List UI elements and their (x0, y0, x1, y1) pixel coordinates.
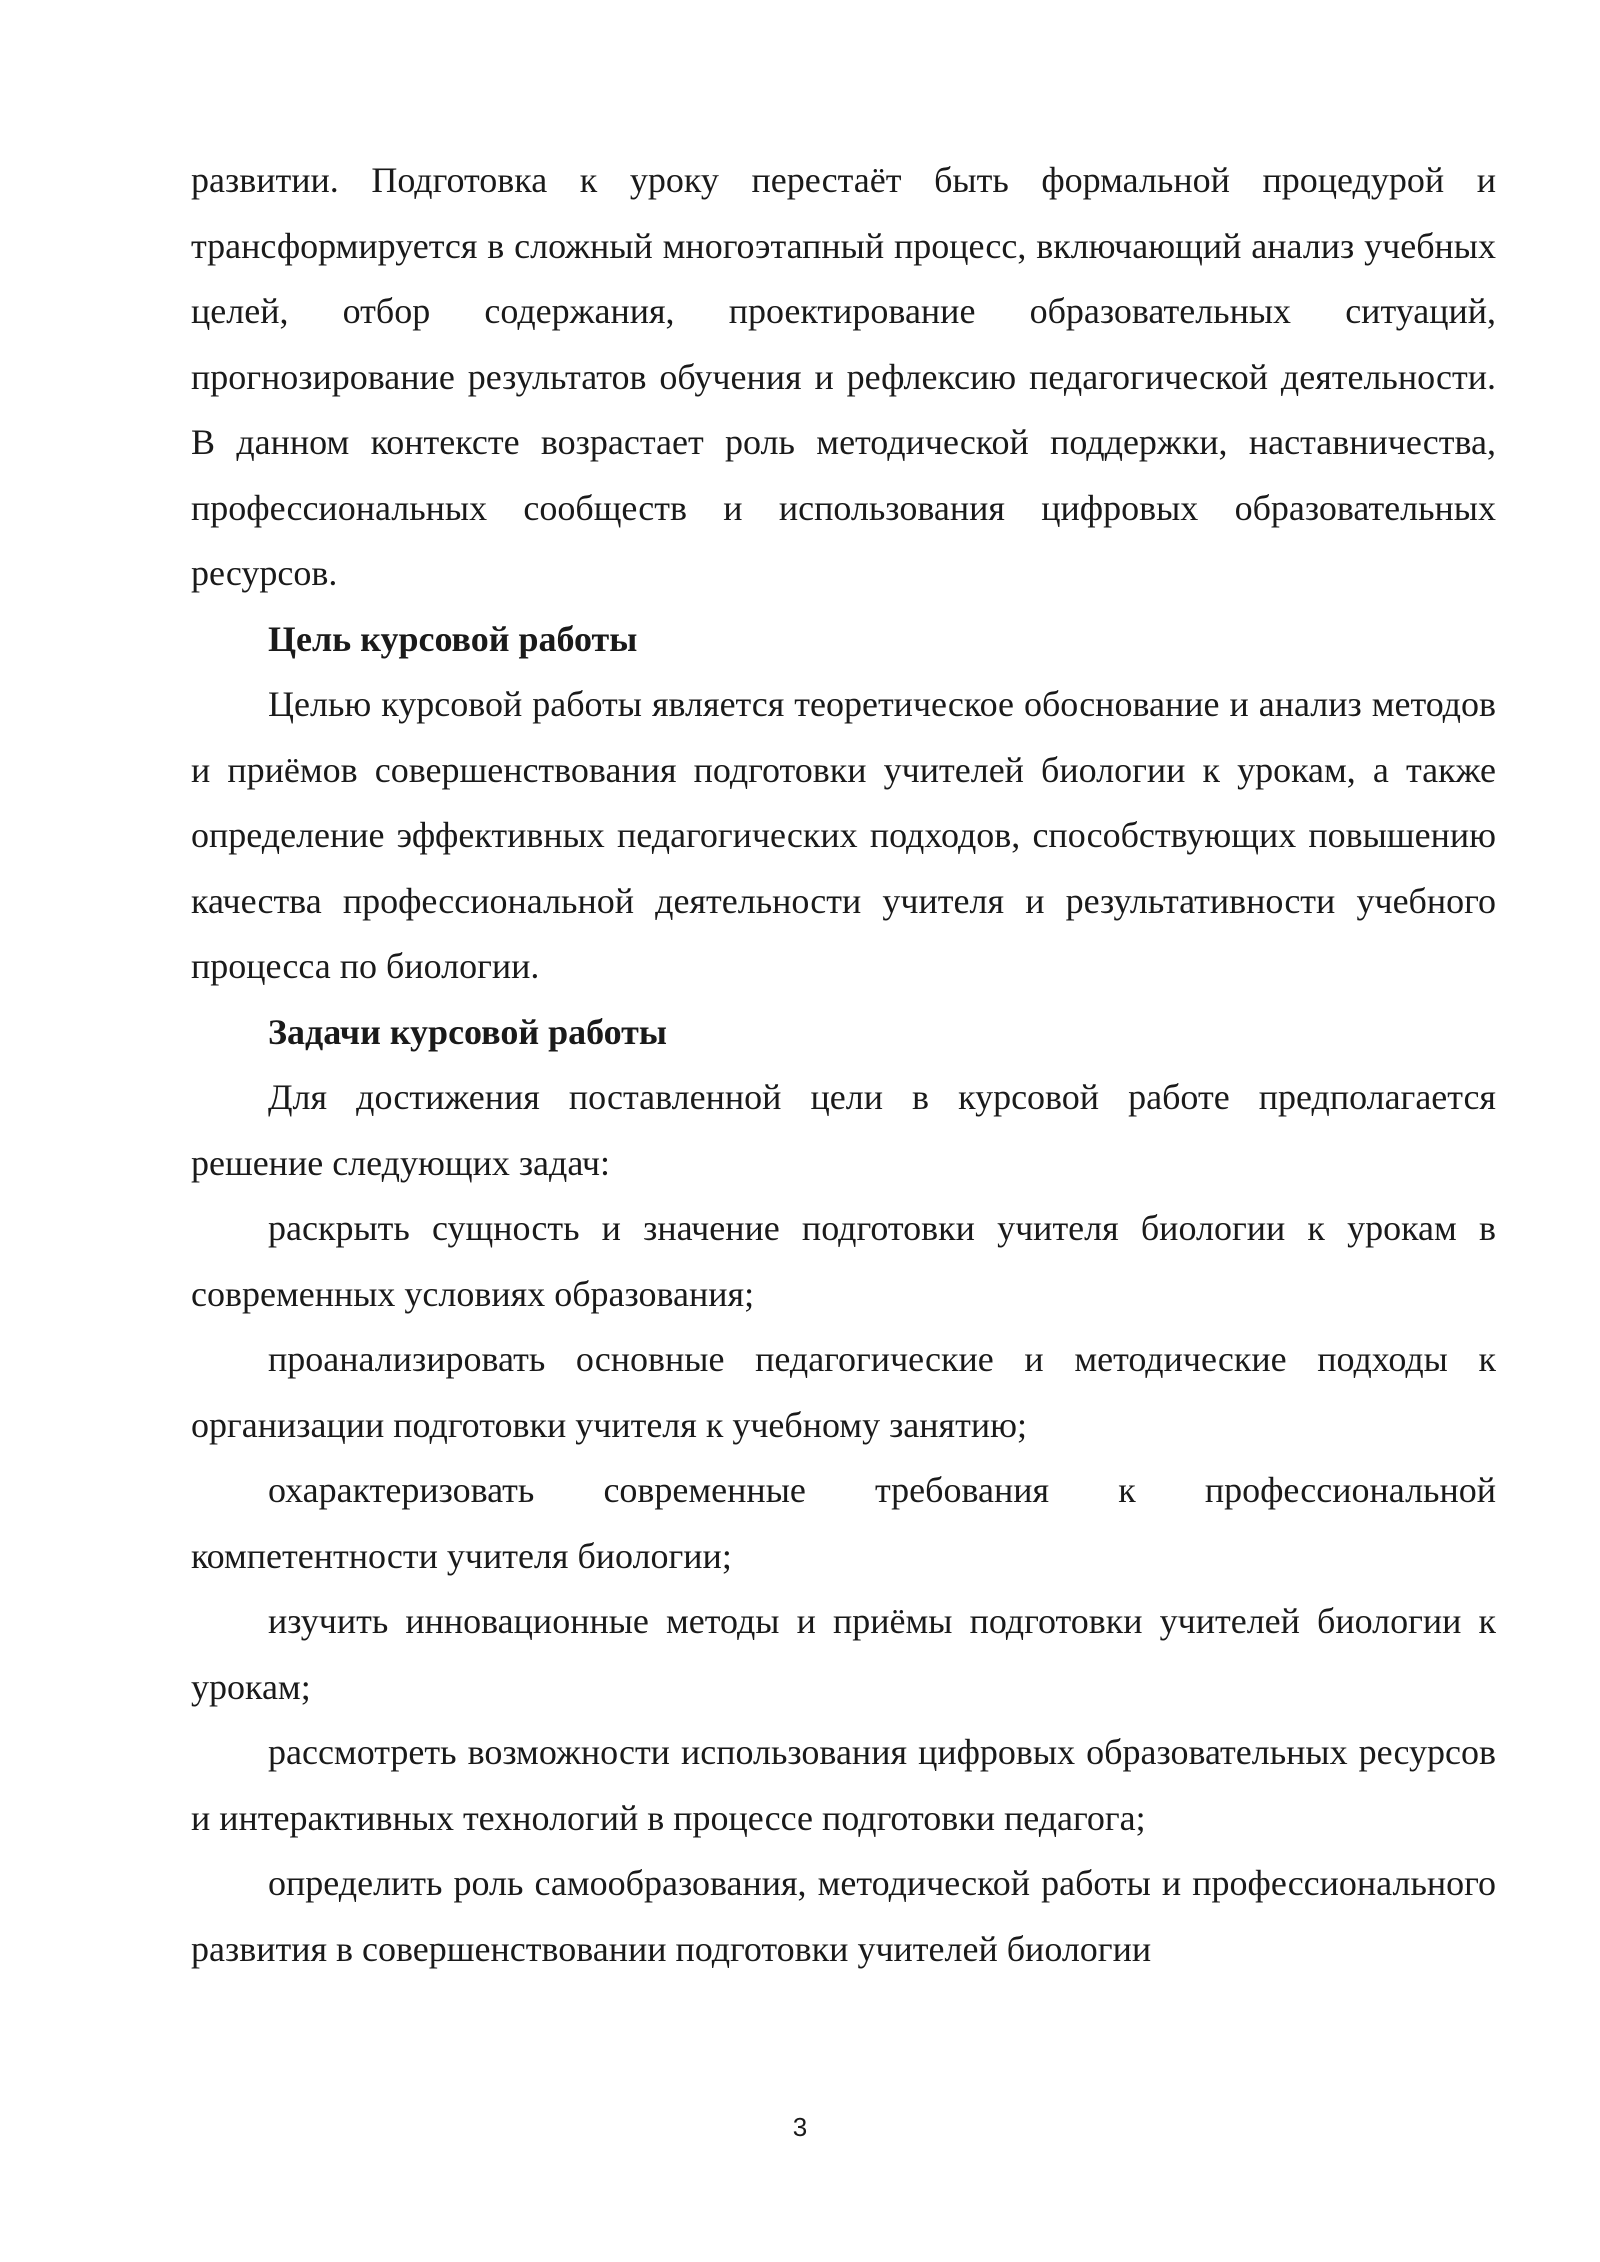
page-body (191, 148, 1496, 1982)
task-item: проанализировать основные педагогические и методические подходы к организации подготовки учителя к учебному занятию; (191, 1339, 1496, 1445)
task-item: изучить инновационные методы и приёмы подготовки учителей биологии к урокам; (191, 1601, 1496, 1707)
section-heading-goal: Цель курсовой работы (268, 618, 638, 659)
section-heading-tasks: Задачи курсовой работы (268, 1011, 667, 1052)
task-item: охарактеризовать современные требования к профессиональной компетентности учителя биологии; (191, 1470, 1496, 1576)
task-item: определить роль самообразования, методической работы и профессионального развития в совершенствовании подготовки учителей биологии (191, 1863, 1496, 1969)
paragraph-tasks-intro: Для достижения поставленной цели в курсовой работе предполагается решение следующих задач: (191, 1077, 1496, 1183)
task-item: рассмотреть возможности использования цифровых образовательных ресурсов и интерактивных технологий в процессе подготовки педагога; (191, 1732, 1496, 1838)
page-number: 3 (792, 2112, 808, 2142)
paragraph-intro-continuation: развитии. Подготовка к уроку перестаёт быть формальной процедурой и трансформируется в сложный многоэтапный процесс, включающий анализ учебных целей, отбор содержания, проектирование образовательных ситуаций, прогнозирование результатов обучения и рефлексию педагогической деятельности. В данном контексте возрастает роль методической поддержки, наставничества, профессиональных сообществ и использования цифровых образовательных ресурсов. (191, 160, 1496, 593)
paragraph-goal: Целью курсовой работы является теоретическое обоснование и анализ методов и приёмов совершенствования подготовки учителей биологии к урокам, а также определение эффективных педагогических подходов, способствующих повышению качества профессиональной деятельности учителя и результативности учебного процесса по биологии. (191, 684, 1496, 986)
task-item: раскрыть сущность и значение подготовки учителя биологии к урокам в современных условиях образования; (191, 1208, 1496, 1314)
